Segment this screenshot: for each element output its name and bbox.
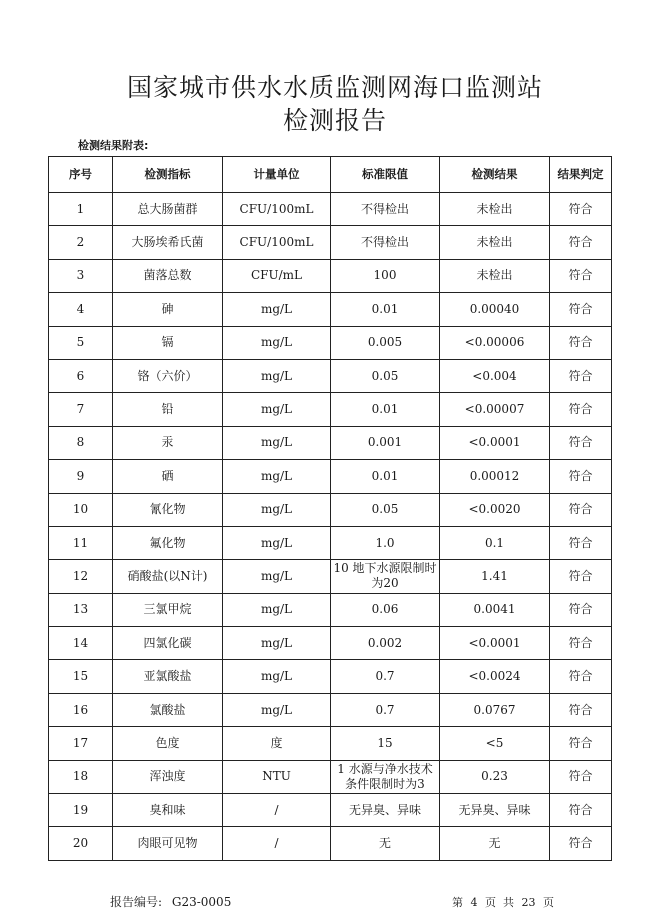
unit-cell: mg/L [223, 693, 331, 726]
indicator-name-cell: 总大肠菌群 [113, 193, 223, 226]
unit-cell: CFU/100mL [223, 193, 331, 226]
row-number-cell: 4 [49, 293, 113, 326]
row-number-cell: 11 [49, 526, 113, 559]
verdict-cell: 符合 [550, 827, 612, 860]
unit-cell: NTU [223, 760, 331, 793]
row-number-cell: 10 [49, 493, 113, 526]
test-result-cell: <0.0001 [440, 627, 550, 660]
table-row [49, 359, 612, 392]
table-header-row [49, 157, 612, 193]
row-number-cell: 1 [49, 193, 113, 226]
unit-cell: mg/L [223, 359, 331, 392]
unit-cell: mg/L [223, 493, 331, 526]
verdict-cell: 符合 [550, 393, 612, 426]
page-prefix: 第 [452, 896, 463, 909]
table-row [49, 593, 612, 626]
unit-cell: mg/L [223, 460, 331, 493]
standard-limit-cell: 不得检出 [331, 193, 440, 226]
unit-cell: mg/L [223, 293, 331, 326]
indicator-name-cell: 砷 [113, 293, 223, 326]
standard-limit-cell: 100 [331, 259, 440, 292]
verdict-cell: 符合 [550, 693, 612, 726]
page-current: 4 [470, 896, 478, 909]
standard-limit-cell: 0.001 [331, 426, 440, 459]
verdict-cell: 符合 [550, 593, 612, 626]
indicator-name-cell: 浑浊度 [113, 760, 223, 793]
indicator-name-cell: 铅 [113, 393, 223, 426]
page-suffix: 页 [543, 896, 554, 909]
verdict-cell: 符合 [550, 426, 612, 459]
test-result-cell: <0.0001 [440, 426, 550, 459]
row-number-cell: 5 [49, 326, 113, 359]
verdict-cell: 符合 [550, 259, 612, 292]
row-number-cell: 8 [49, 426, 113, 459]
table-row [49, 693, 612, 726]
row-number-cell: 9 [49, 460, 113, 493]
unit-cell: mg/L [223, 526, 331, 559]
row-number-cell: 17 [49, 727, 113, 760]
page-total: 23 [521, 896, 536, 909]
standard-limit-cell: 0.7 [331, 660, 440, 693]
unit-cell: CFU/mL [223, 259, 331, 292]
row-number-cell: 2 [49, 226, 113, 259]
verdict-cell: 符合 [550, 226, 612, 259]
unit-cell: mg/L [223, 660, 331, 693]
row-number-cell: 15 [49, 660, 113, 693]
test-result-cell: <0.0020 [440, 493, 550, 526]
table-row [49, 526, 612, 559]
verdict-cell: 符合 [550, 794, 612, 827]
test-result-cell: 未检出 [440, 193, 550, 226]
verdict-cell: 符合 [550, 760, 612, 793]
standard-limit-cell: 15 [331, 727, 440, 760]
table-row [49, 727, 612, 760]
row-number-cell: 14 [49, 627, 113, 660]
test-result-cell: 0.0767 [440, 693, 550, 726]
row-number-cell: 16 [49, 693, 113, 726]
row-number-cell: 7 [49, 393, 113, 426]
indicator-name-cell: 四氯化碳 [113, 627, 223, 660]
row-number-cell: 18 [49, 760, 113, 793]
indicator-name-cell: 镉 [113, 326, 223, 359]
unit-cell: CFU/100mL [223, 226, 331, 259]
standard-limit-cell: 10 地下水源限制时为20 [331, 560, 440, 593]
standard-limit-cell: 0.06 [331, 593, 440, 626]
report-subtitle: 检测报告 [282, 106, 387, 135]
table-row [49, 627, 612, 660]
table-row [49, 493, 612, 526]
indicator-name-cell: 臭和味 [113, 794, 223, 827]
test-result-cell: <0.0024 [440, 660, 550, 693]
standard-limit-cell: 0.05 [331, 359, 440, 392]
table-row [49, 794, 612, 827]
verdict-cell: 符合 [550, 460, 612, 493]
indicator-name-cell: 亚氯酸盐 [113, 660, 223, 693]
standard-limit-cell: 0.7 [331, 693, 440, 726]
table-row [49, 827, 612, 860]
verdict-cell: 符合 [550, 359, 612, 392]
unit-cell: mg/L [223, 393, 331, 426]
verdict-cell: 符合 [550, 627, 612, 660]
test-result-cell: <0.00006 [440, 326, 550, 359]
verdict-cell: 符合 [550, 326, 612, 359]
table-row [49, 226, 612, 259]
verdict-cell: 符合 [550, 193, 612, 226]
test-result-cell: 1.41 [440, 560, 550, 593]
standard-limit-cell: 1 水源与净水技术条件限制时为3 [331, 760, 440, 793]
verdict-cell: 符合 [550, 660, 612, 693]
indicator-name-cell: 菌落总数 [113, 259, 223, 292]
report-number-line [110, 893, 231, 910]
row-number-cell: 20 [49, 827, 113, 860]
unit-cell: mg/L [223, 560, 331, 593]
standard-limit-cell: 0.005 [331, 326, 440, 359]
row-number-cell: 13 [49, 593, 113, 626]
test-result-cell: 无异臭、异味 [440, 794, 550, 827]
test-result-cell: <0.004 [440, 359, 550, 392]
unit-cell: mg/L [223, 593, 331, 626]
test-result-cell: <5 [440, 727, 550, 760]
test-result-cell: <0.00007 [440, 393, 550, 426]
indicator-name-cell: 三氯甲烷 [113, 593, 223, 626]
standard-limit-cell: 0.01 [331, 293, 440, 326]
indicator-name-cell: 氯酸盐 [113, 693, 223, 726]
indicator-name-cell: 肉眼可见物 [113, 827, 223, 860]
unit-cell: / [223, 827, 331, 860]
unit-cell: mg/L [223, 326, 331, 359]
row-number-cell: 12 [49, 560, 113, 593]
verdict-cell: 符合 [550, 293, 612, 326]
row-number-cell: 19 [49, 794, 113, 827]
header-no: 序号 [49, 157, 113, 193]
test-result-cell: 0.0041 [440, 593, 550, 626]
header-unit: 计量单位 [223, 157, 331, 193]
report-title: 国家城市供水水质监测网海口监测站 [126, 73, 543, 102]
table-row [49, 660, 612, 693]
standard-limit-cell: 1.0 [331, 526, 440, 559]
report-number-label: 报告编号: [110, 895, 163, 909]
verdict-cell: 符合 [550, 526, 612, 559]
unit-cell: mg/L [223, 627, 331, 660]
header-limit: 标准限值 [331, 157, 440, 193]
test-result-cell: 未检出 [440, 226, 550, 259]
table-row [49, 259, 612, 292]
row-number-cell: 6 [49, 359, 113, 392]
standard-limit-cell: 0.002 [331, 627, 440, 660]
indicator-name-cell: 氰化物 [113, 493, 223, 526]
test-result-cell: 0.00040 [440, 293, 550, 326]
unit-cell: mg/L [223, 426, 331, 459]
test-result-cell: 0.23 [440, 760, 550, 793]
table-row [49, 426, 612, 459]
standard-limit-cell: 无 [331, 827, 440, 860]
indicator-name-cell: 氟化物 [113, 526, 223, 559]
indicator-name-cell: 汞 [113, 426, 223, 459]
test-result-cell: 未检出 [440, 259, 550, 292]
test-result-cell: 无 [440, 827, 550, 860]
table-row [49, 393, 612, 426]
standard-limit-cell: 0.01 [331, 393, 440, 426]
header-indicator: 检测指标 [113, 157, 223, 193]
table-row [49, 193, 612, 226]
indicator-name-cell: 大肠埃希氏菌 [113, 226, 223, 259]
test-result-cell: 0.1 [440, 526, 550, 559]
table-row [49, 326, 612, 359]
standard-limit-cell: 不得检出 [331, 226, 440, 259]
table-caption: 检测结果附表: [78, 139, 149, 152]
test-result-cell: 0.00012 [440, 460, 550, 493]
indicator-name-cell: 硝酸盐(以N计) [113, 560, 223, 593]
standard-limit-cell: 0.05 [331, 493, 440, 526]
table-row [49, 760, 612, 793]
verdict-cell: 符合 [550, 560, 612, 593]
header-verdict: 结果判定 [550, 157, 612, 193]
verdict-cell: 符合 [550, 727, 612, 760]
verdict-cell: 符合 [550, 493, 612, 526]
standard-limit-cell: 0.01 [331, 460, 440, 493]
indicator-name-cell: 硒 [113, 460, 223, 493]
standard-limit-cell: 无异臭、异味 [331, 794, 440, 827]
indicator-name-cell: 色度 [113, 727, 223, 760]
header-result: 检测结果 [440, 157, 550, 193]
page-indicator [452, 894, 554, 910]
results-table [48, 156, 612, 861]
unit-cell: / [223, 794, 331, 827]
page-mid: 页 共 [485, 896, 514, 909]
indicator-name-cell: 铬（六价） [113, 359, 223, 392]
table-row [49, 293, 612, 326]
table-row [49, 560, 612, 593]
table-row [49, 460, 612, 493]
row-number-cell: 3 [49, 259, 113, 292]
unit-cell: 度 [223, 727, 331, 760]
report-number: G23-0005 [171, 895, 232, 909]
